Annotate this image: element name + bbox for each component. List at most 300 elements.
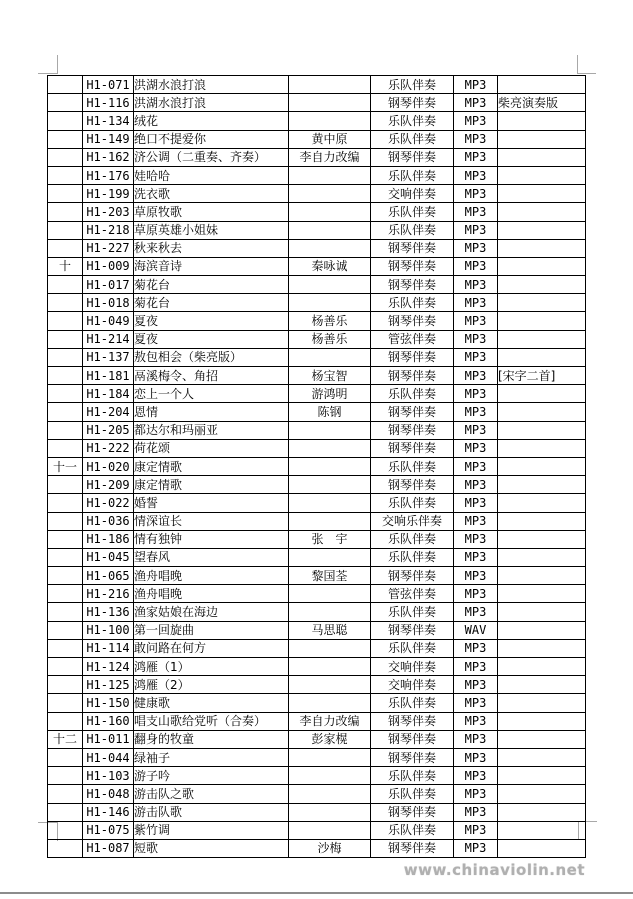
cell-composer: [289, 821, 371, 839]
cell-id: H1-075: [83, 821, 134, 839]
cell-format: MP3: [454, 821, 498, 839]
cell-composer: [289, 639, 371, 657]
table-row: [48, 185, 586, 203]
table-row: [48, 639, 586, 657]
cell-id: H1-218: [83, 221, 134, 239]
cell-accompaniment: 乐队伴奏: [371, 767, 454, 785]
cell-format: MP3: [454, 385, 498, 403]
cell-id: H1-100: [83, 621, 134, 639]
cell-title: 恩情: [134, 403, 289, 421]
cell-remark: [498, 457, 586, 475]
cell-format: MP3: [454, 312, 498, 330]
cell-format: MP3: [454, 585, 498, 603]
cell-format: MP3: [454, 712, 498, 730]
cell-accompaniment: 钢琴伴奏: [371, 803, 454, 821]
cell-section: [48, 367, 83, 385]
cell-id: H1-022: [83, 494, 134, 512]
cell-title: 翻身的牧童: [134, 730, 289, 748]
cell-accompaniment: 钢琴伴奏: [371, 421, 454, 439]
cell-section: [48, 112, 83, 130]
table-row: [48, 530, 586, 548]
cell-id: H1-048: [83, 785, 134, 803]
cell-title: 都达尔和玛丽亚: [134, 421, 289, 439]
cell-id: H1-137: [83, 348, 134, 366]
cell-section: [48, 658, 83, 676]
cell-remark: [498, 639, 586, 657]
cell-composer: [289, 785, 371, 803]
cell-id: H1-203: [83, 203, 134, 221]
cell-title: 恋上一个人: [134, 385, 289, 403]
cell-section: [48, 148, 83, 166]
cell-title: 游击队歌: [134, 803, 289, 821]
cell-accompaniment: 乐队伴奏: [371, 166, 454, 184]
cell-remark: [498, 421, 586, 439]
cell-composer: [289, 457, 371, 475]
cell-format: MP3: [454, 185, 498, 203]
cell-format: MP3: [454, 130, 498, 148]
cell-format: MP3: [454, 330, 498, 348]
table-row: [48, 694, 586, 712]
cell-section: [48, 421, 83, 439]
cell-title: 洪湖水浪打浪: [134, 94, 289, 112]
table-row: [48, 130, 586, 148]
cell-format: MP3: [454, 658, 498, 676]
table-row: [48, 676, 586, 694]
cell-remark: [498, 312, 586, 330]
cell-accompaniment: 钢琴伴奏: [371, 367, 454, 385]
cell-remark: [498, 512, 586, 530]
cell-remark: [498, 130, 586, 148]
cell-accompaniment: 交响伴奏: [371, 676, 454, 694]
cell-remark: [498, 585, 586, 603]
cell-format: MP3: [454, 785, 498, 803]
cell-format: MP3: [454, 457, 498, 475]
cell-id: H1-199: [83, 185, 134, 203]
cell-accompaniment: 乐队伴奏: [371, 112, 454, 130]
music-catalog-table: [47, 75, 586, 858]
cell-accompaniment: 乐队伴奏: [371, 294, 454, 312]
table-row: [48, 730, 586, 748]
cell-composer: [289, 694, 371, 712]
cell-id: H1-209: [83, 476, 134, 494]
cell-accompaniment: 乐队伴奏: [371, 203, 454, 221]
cell-section: [48, 748, 83, 766]
cell-remark: [498, 294, 586, 312]
cell-composer: [289, 803, 371, 821]
crop-mark-top-left-icon: [38, 55, 58, 74]
cell-composer: [289, 494, 371, 512]
cell-accompaniment: 乐队伴奏: [371, 76, 454, 94]
table-row: [48, 767, 586, 785]
cell-composer: [289, 166, 371, 184]
cell-accompaniment: 钢琴伴奏: [371, 348, 454, 366]
table-row: [48, 457, 586, 475]
cell-accompaniment: 乐队伴奏: [371, 530, 454, 548]
cell-accompaniment: 钢琴伴奏: [371, 621, 454, 639]
cell-composer: [289, 348, 371, 366]
cell-section: [48, 166, 83, 184]
cell-section: [48, 203, 83, 221]
cell-title: 游击队之歌: [134, 785, 289, 803]
cell-section: [48, 439, 83, 457]
cell-remark: [498, 385, 586, 403]
cell-accompaniment: 乐队伴奏: [371, 130, 454, 148]
cell-composer: 李自力改编: [289, 148, 371, 166]
cell-remark: [498, 567, 586, 585]
cell-title: 第一回旋曲: [134, 621, 289, 639]
cell-section: [48, 94, 83, 112]
cell-title: 草原英雄小姐妹: [134, 221, 289, 239]
table-row: [48, 276, 586, 294]
cell-id: H1-205: [83, 421, 134, 439]
cell-title: 游子吟: [134, 767, 289, 785]
cell-id: H1-150: [83, 694, 134, 712]
cell-title: 菊花台: [134, 294, 289, 312]
cell-composer: 马思聪: [289, 621, 371, 639]
cell-remark: [498, 239, 586, 257]
cell-section: [48, 276, 83, 294]
cell-remark: [498, 185, 586, 203]
cell-remark: [498, 166, 586, 184]
cell-title: 洪湖水浪打浪: [134, 76, 289, 94]
cell-remark: [498, 148, 586, 166]
cell-remark: [498, 767, 586, 785]
cell-format: MP3: [454, 166, 498, 184]
cell-title: 望春风: [134, 548, 289, 566]
cell-id: H1-020: [83, 457, 134, 475]
cell-composer: [289, 76, 371, 94]
cell-accompaniment: 管弦伴奏: [371, 585, 454, 603]
table-row: [48, 603, 586, 621]
cell-id: H1-176: [83, 166, 134, 184]
cell-composer: [289, 476, 371, 494]
cell-id: H1-146: [83, 803, 134, 821]
cell-section: [48, 239, 83, 257]
cell-remark: [498, 621, 586, 639]
table-row: [48, 330, 586, 348]
table-row: [48, 839, 586, 857]
cell-format: MP3: [454, 367, 498, 385]
cell-remark: [498, 803, 586, 821]
cell-composer: 杨善乐: [289, 312, 371, 330]
cell-id: H1-204: [83, 403, 134, 421]
cell-accompaniment: 交响伴奏: [371, 658, 454, 676]
cell-section: [48, 221, 83, 239]
cell-remark: [498, 676, 586, 694]
cell-format: MP3: [454, 239, 498, 257]
cell-format: MP3: [454, 257, 498, 275]
cell-format: MP3: [454, 294, 498, 312]
cell-remark: [498, 112, 586, 130]
table-row: [48, 421, 586, 439]
table-row: [48, 658, 586, 676]
cell-title: 海滨音诗: [134, 257, 289, 275]
cell-id: H1-071: [83, 76, 134, 94]
table-row: [48, 548, 586, 566]
cell-id: H1-149: [83, 130, 134, 148]
cell-accompaniment: 乐队伴奏: [371, 221, 454, 239]
cell-accompaniment: 乐队伴奏: [371, 821, 454, 839]
cell-title: 菊花台: [134, 276, 289, 294]
cell-id: H1-222: [83, 439, 134, 457]
crop-mark-top-right-icon: [577, 55, 596, 74]
cell-format: MP3: [454, 748, 498, 766]
cell-composer: [289, 512, 371, 530]
table-row: [48, 621, 586, 639]
cell-remark: [498, 76, 586, 94]
cell-accompaniment: 乐队伴奏: [371, 385, 454, 403]
cell-remark: [498, 221, 586, 239]
cell-id: H1-125: [83, 676, 134, 694]
cell-id: H1-009: [83, 257, 134, 275]
cell-title: 唱支山歌给党听（合奏）: [134, 712, 289, 730]
cell-remark: [498, 821, 586, 839]
table-row: [48, 294, 586, 312]
cell-format: MP3: [454, 512, 498, 530]
cell-id: H1-017: [83, 276, 134, 294]
cell-id: H1-018: [83, 294, 134, 312]
cell-section: [48, 839, 83, 857]
cell-section: [48, 385, 83, 403]
cell-id: H1-160: [83, 712, 134, 730]
table-row: [48, 367, 586, 385]
cell-composer: [289, 203, 371, 221]
cell-remark: 柴亮演奏版: [498, 94, 586, 112]
cell-section: [48, 512, 83, 530]
cell-section: [48, 130, 83, 148]
cell-section: [48, 785, 83, 803]
cell-remark: [498, 730, 586, 748]
cell-remark: [宋字二首]: [498, 367, 586, 385]
cell-remark: [498, 530, 586, 548]
cell-format: MP3: [454, 694, 498, 712]
cell-composer: [289, 239, 371, 257]
cell-section: [48, 621, 83, 639]
cell-composer: [289, 294, 371, 312]
cell-accompaniment: 钢琴伴奏: [371, 712, 454, 730]
cell-composer: 游鸿明: [289, 385, 371, 403]
cell-accompaniment: 钢琴伴奏: [371, 439, 454, 457]
cell-format: MP3: [454, 348, 498, 366]
table-row: [48, 76, 586, 94]
cell-remark: [498, 548, 586, 566]
cell-title: 鸿雁（2）: [134, 676, 289, 694]
cell-accompaniment: 钢琴伴奏: [371, 148, 454, 166]
cell-title: 洗衣歌: [134, 185, 289, 203]
cell-id: H1-103: [83, 767, 134, 785]
table-row: [48, 348, 586, 366]
table-row: [48, 567, 586, 585]
cell-title: 鸿雁（1）: [134, 658, 289, 676]
cell-section: [48, 821, 83, 839]
cell-format: MP3: [454, 421, 498, 439]
cell-format: MP3: [454, 94, 498, 112]
cell-section: [48, 330, 83, 348]
cell-id: H1-087: [83, 839, 134, 857]
cell-remark: [498, 439, 586, 457]
cell-composer: [289, 548, 371, 566]
cell-remark: [498, 748, 586, 766]
cell-section: [48, 312, 83, 330]
table-row: [48, 94, 586, 112]
cell-title: 夏夜: [134, 312, 289, 330]
cell-section: [48, 530, 83, 548]
cell-id: H1-011: [83, 730, 134, 748]
page-bottom-rule: [0, 892, 633, 894]
cell-format: MP3: [454, 276, 498, 294]
cell-title: 敖包相会（柴亮版）: [134, 348, 289, 366]
cell-composer: [289, 748, 371, 766]
cell-remark: [498, 785, 586, 803]
cell-title: 绒花: [134, 112, 289, 130]
cell-title: 敢问路在何方: [134, 639, 289, 657]
cell-id: H1-036: [83, 512, 134, 530]
cell-section: 十二: [48, 730, 83, 748]
cell-id: H1-216: [83, 585, 134, 603]
cell-format: MP3: [454, 803, 498, 821]
cell-accompaniment: 钢琴伴奏: [371, 276, 454, 294]
cell-composer: [289, 585, 371, 603]
cell-accompaniment: 交响伴奏: [371, 185, 454, 203]
cell-title: 鬲溪梅令、角招: [134, 367, 289, 385]
cell-remark: [498, 330, 586, 348]
cell-section: 十: [48, 257, 83, 275]
table-row: [48, 166, 586, 184]
cell-format: MP3: [454, 476, 498, 494]
table-row: [48, 385, 586, 403]
cell-composer: [289, 767, 371, 785]
cell-format: MP3: [454, 439, 498, 457]
cell-format: MP3: [454, 403, 498, 421]
table-row: [48, 403, 586, 421]
table-row: [48, 821, 586, 839]
cell-format: MP3: [454, 548, 498, 566]
cell-format: MP3: [454, 203, 498, 221]
cell-accompaniment: 钢琴伴奏: [371, 567, 454, 585]
cell-section: [48, 494, 83, 512]
cell-format: MP3: [454, 221, 498, 239]
cell-accompaniment: 钢琴伴奏: [371, 748, 454, 766]
cell-section: [48, 567, 83, 585]
table-row: [48, 585, 586, 603]
cell-composer: 杨善乐: [289, 330, 371, 348]
cell-composer: [289, 421, 371, 439]
cell-title: 康定情歌: [134, 457, 289, 475]
cell-title: 情深谊长: [134, 512, 289, 530]
cell-remark: [498, 403, 586, 421]
cell-title: 渔舟唱晚: [134, 585, 289, 603]
cell-composer: [289, 185, 371, 203]
cell-format: MP3: [454, 567, 498, 585]
cell-title: 济公调（二重奏、齐奏）: [134, 148, 289, 166]
table-row: [48, 748, 586, 766]
cell-remark: [498, 839, 586, 857]
cell-id: H1-214: [83, 330, 134, 348]
cell-accompaniment: 乐队伴奏: [371, 603, 454, 621]
cell-format: MP3: [454, 494, 498, 512]
cell-section: [48, 694, 83, 712]
cell-format: MP3: [454, 530, 498, 548]
cell-id: H1-181: [83, 367, 134, 385]
cell-accompaniment: 钢琴伴奏: [371, 239, 454, 257]
cell-section: [48, 476, 83, 494]
cell-remark: [498, 494, 586, 512]
cell-composer: [289, 276, 371, 294]
cell-title: 夏夜: [134, 330, 289, 348]
cell-remark: [498, 476, 586, 494]
table-row: [48, 785, 586, 803]
cell-title: 绿袖子: [134, 748, 289, 766]
cell-id: H1-114: [83, 639, 134, 657]
table-row: [48, 312, 586, 330]
cell-id: H1-049: [83, 312, 134, 330]
cell-composer: 秦咏诚: [289, 257, 371, 275]
table-row: [48, 221, 586, 239]
cell-title: 娃哈哈: [134, 166, 289, 184]
cell-section: [48, 767, 83, 785]
cell-section: [48, 548, 83, 566]
cell-title: 草原牧歌: [134, 203, 289, 221]
cell-remark: [498, 203, 586, 221]
cell-remark: [498, 658, 586, 676]
cell-format: MP3: [454, 76, 498, 94]
cell-composer: [289, 658, 371, 676]
cell-accompaniment: 乐队伴奏: [371, 694, 454, 712]
cell-id: H1-116: [83, 94, 134, 112]
cell-accompaniment: 钢琴伴奏: [371, 730, 454, 748]
cell-id: H1-045: [83, 548, 134, 566]
cell-section: [48, 185, 83, 203]
cell-composer: 黎国荃: [289, 567, 371, 585]
cell-composer: 张 宇: [289, 530, 371, 548]
cell-section: [48, 348, 83, 366]
table-row: [48, 494, 586, 512]
cell-accompaniment: 乐队伴奏: [371, 639, 454, 657]
cell-remark: [498, 276, 586, 294]
cell-remark: [498, 603, 586, 621]
cell-id: H1-136: [83, 603, 134, 621]
cell-title: 渔舟唱晚: [134, 567, 289, 585]
cell-composer: [289, 603, 371, 621]
cell-format: MP3: [454, 148, 498, 166]
table-row: [48, 439, 586, 457]
cell-section: [48, 76, 83, 94]
cell-section: [48, 639, 83, 657]
cell-section: [48, 676, 83, 694]
cell-format: MP3: [454, 839, 498, 857]
table-row: [48, 148, 586, 166]
cell-accompaniment: 钢琴伴奏: [371, 403, 454, 421]
cell-accompaniment: 乐队伴奏: [371, 785, 454, 803]
cell-section: [48, 712, 83, 730]
cell-id: H1-227: [83, 239, 134, 257]
cell-composer: [289, 221, 371, 239]
cell-title: 绝口不提爱你: [134, 130, 289, 148]
cell-section: [48, 585, 83, 603]
cell-accompaniment: 钢琴伴奏: [371, 94, 454, 112]
table-row: [48, 112, 586, 130]
cell-composer: 杨宝智: [289, 367, 371, 385]
site-watermark: www.chinaviolin.net: [403, 861, 585, 879]
cell-accompaniment: 钢琴伴奏: [371, 257, 454, 275]
cell-accompaniment: 钢琴伴奏: [371, 312, 454, 330]
cell-id: H1-162: [83, 148, 134, 166]
cell-remark: [498, 257, 586, 275]
table-row: [48, 712, 586, 730]
cell-composer: [289, 112, 371, 130]
cell-format: WAV: [454, 621, 498, 639]
cell-format: MP3: [454, 676, 498, 694]
